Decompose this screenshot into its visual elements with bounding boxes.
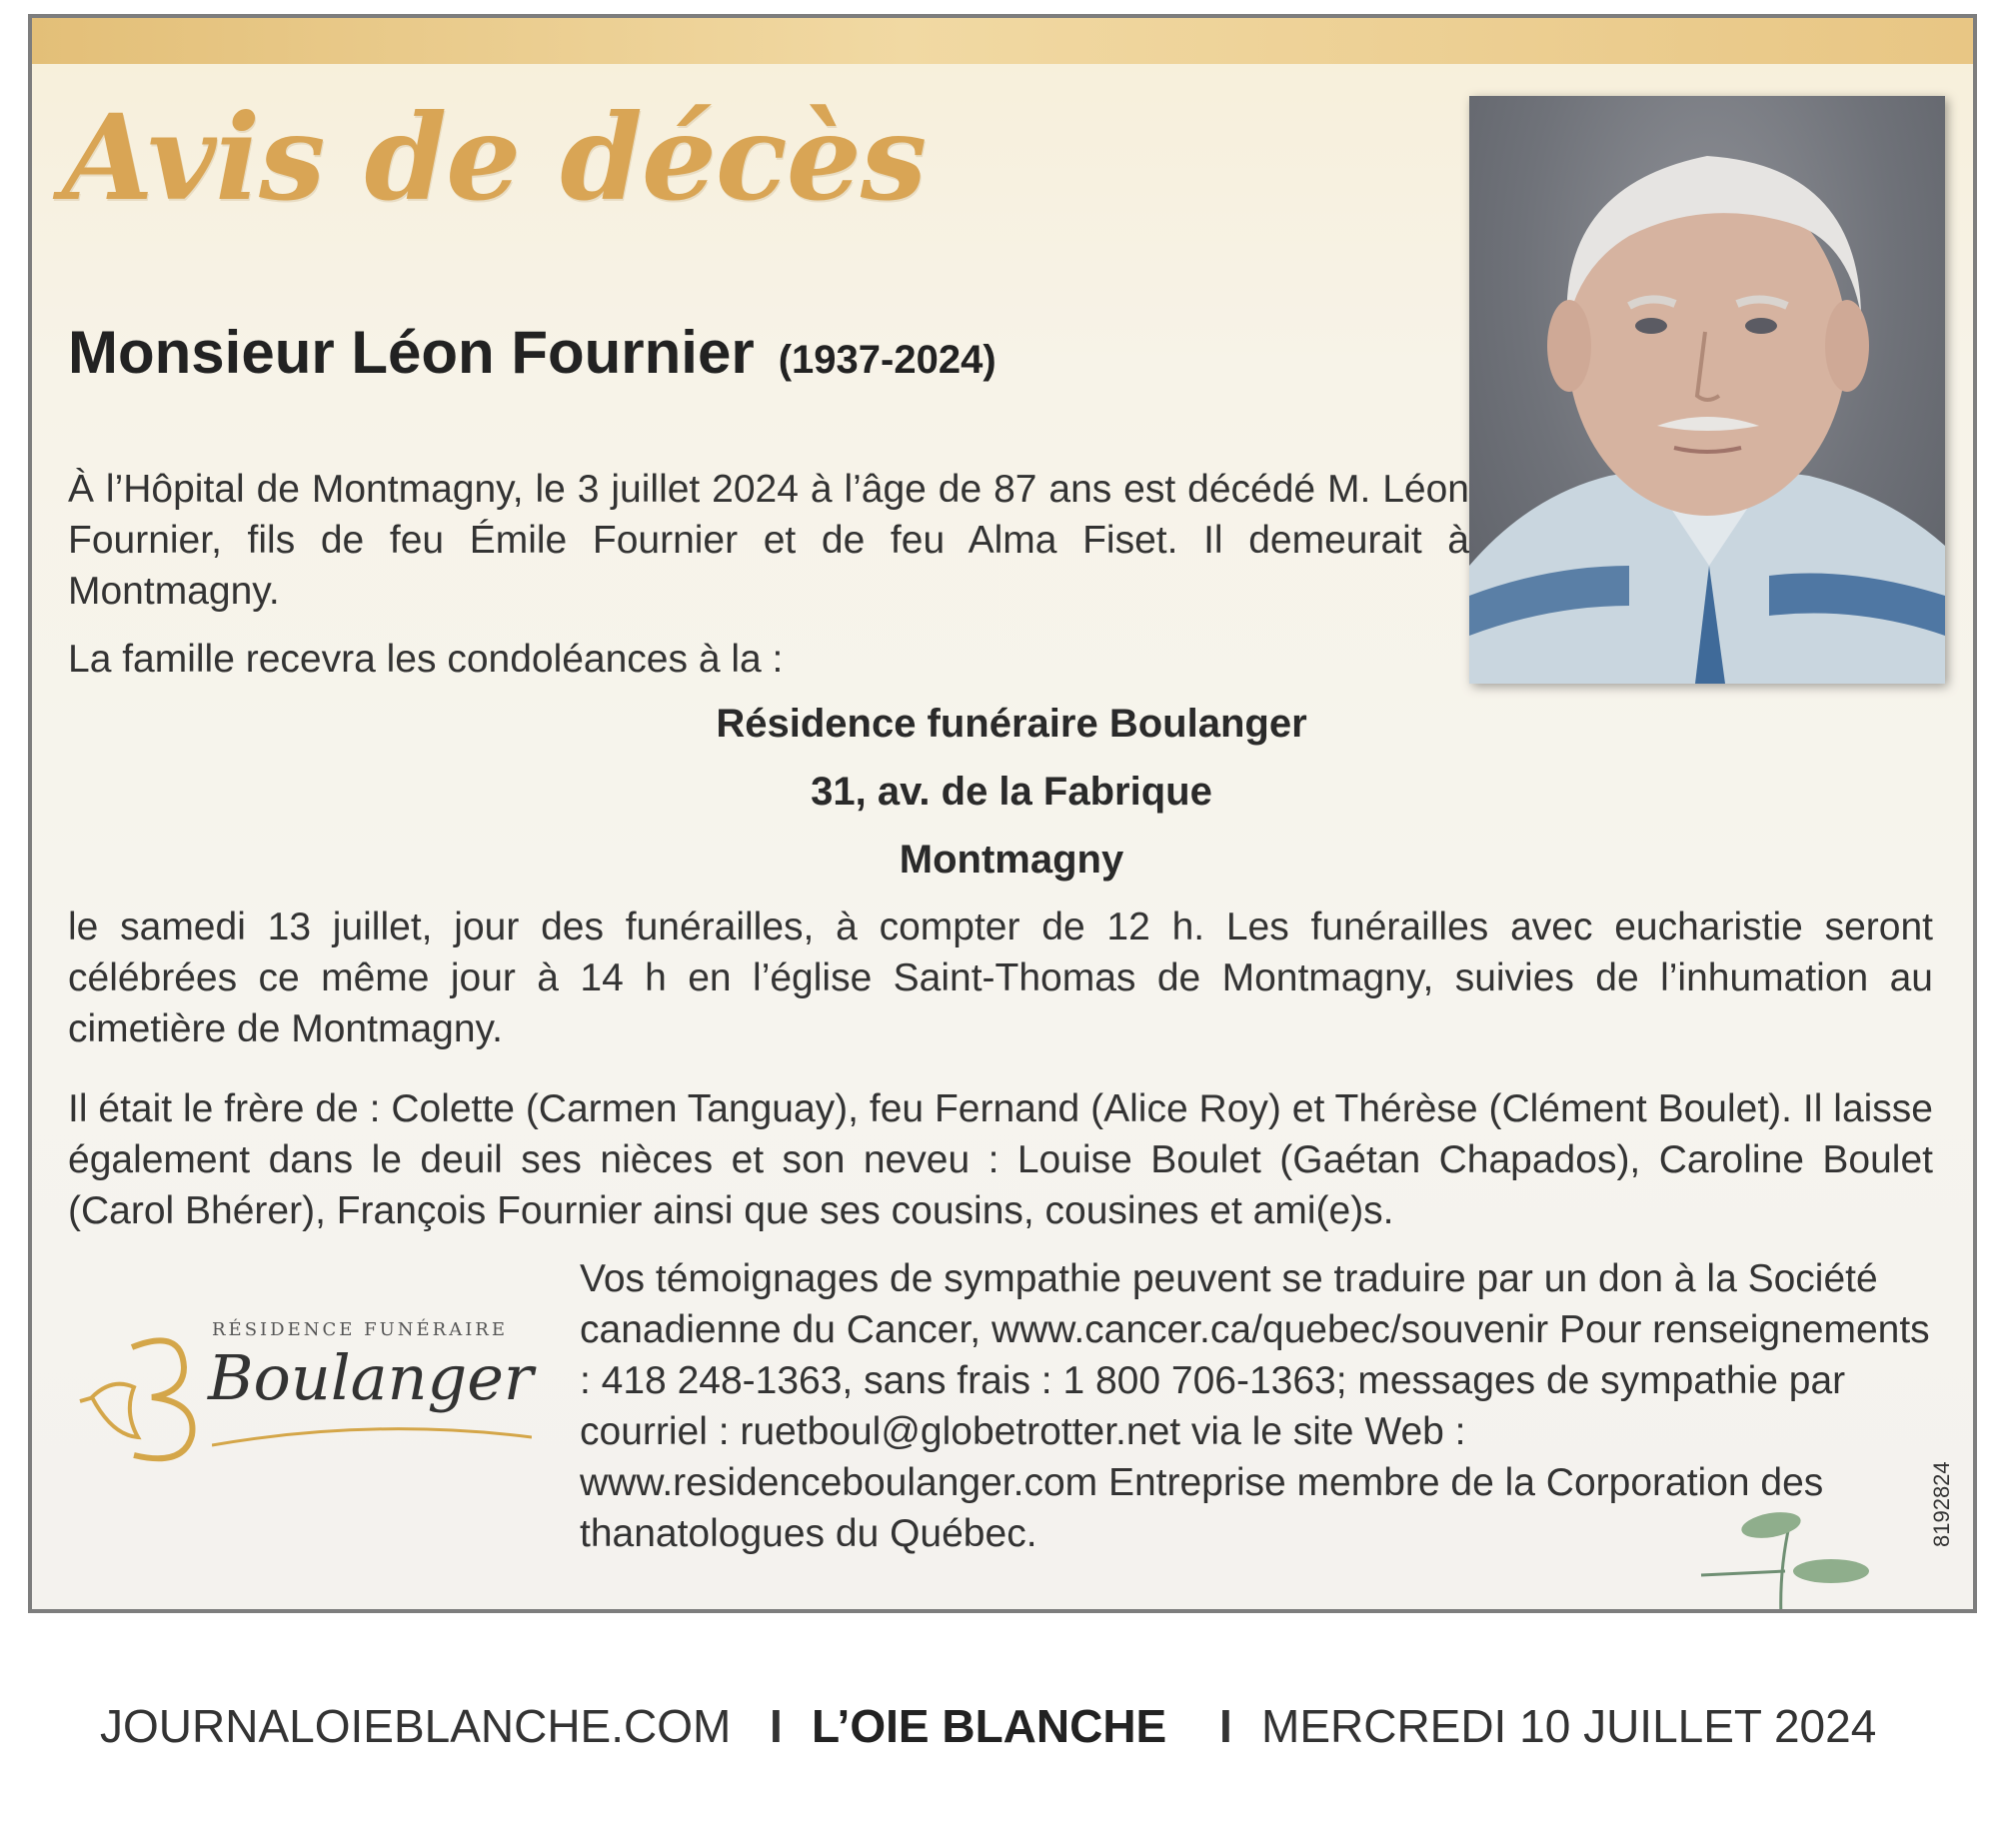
footer-date: MERCREDI 10 JUILLET 2024 xyxy=(1261,1700,1877,1752)
portrait-photo xyxy=(1469,96,1945,684)
leaf-decoration xyxy=(1681,1507,1881,1613)
funeral-details-paragraph: le samedi 13 juillet, jour des funérailles, à compter de 12 h. Les funérailles avec eucharistie seront célébrées ce même jour à 14 h en l’église Saint-Thomas de Montmagny, suivies de l’inhumation au cimetière de Montmagny. xyxy=(68,906,1933,1050)
footer-separator: I xyxy=(770,1700,783,1752)
notice-title: Avis de décès xyxy=(62,88,927,227)
footer-website: JOURNALOIEBLANCHE.COM xyxy=(100,1700,732,1752)
death-paragraph: À l’Hôpital de Montmagny, le 3 juillet 2024 à l’âge de 87 ans est décédé M. Léon Fournier, fils de feu Émile Fournier et de feu Alma Fiset. Il demeurait à Montmagny. xyxy=(68,468,1469,613)
newspaper-footer xyxy=(0,1699,1999,1759)
venue-city: Montmagny xyxy=(899,838,1124,882)
donation-contact-paragraph: Vos témoignages de sympathie peuvent se traduire par un don à la Société canadienne du Cancer, www.cancer.ca/quebec/souvenir Pour renseignements : 418 248-1363, sans frais : 1 800 706-1363; messages de sympathie par courriel : ruetboul@globetrotter.net via le site Web : www.residenceboulanger.com Entreprise membre de la Corporation des thanatologues du Québec. xyxy=(580,1257,1930,1555)
footer-separator: I xyxy=(1219,1700,1232,1752)
dove-b-icon xyxy=(72,1317,212,1467)
venue-address: 31, av. de la Fabrique xyxy=(811,770,1212,814)
venue-name: Résidence funéraire Boulanger xyxy=(716,702,1307,746)
life-years: (1937-2024) xyxy=(778,338,997,382)
ad-reference-number: 8192824 xyxy=(1929,1461,1954,1547)
deceased-name xyxy=(68,318,997,387)
logo-swoosh xyxy=(212,1423,532,1453)
deceased-fullname: Monsieur Léon Fournier xyxy=(68,319,755,386)
portrait-illustration xyxy=(1469,96,1945,684)
condolences-intro: La famille recevra les condoléances à la : xyxy=(68,638,784,681)
family-paragraph: Il était le frère de : Colette (Carmen Tanguay), feu Fernand (Alice Roy) et Thérèse (Clément Boulet). Il laisse également dans le deuil ses nièces et son neveu : Louise Boulet (Gaétan Chapados), Caroline Boulet (Carol Bhérer), François Fournier ainsi que ses cousins, cousines et ami(e)s. xyxy=(68,1087,1933,1232)
gold-banner xyxy=(32,18,1973,64)
funeral-home-logo xyxy=(72,1317,532,1467)
logo-tagline: RÉSIDENCE FUNÉRAIRE xyxy=(212,1319,508,1340)
death-notice xyxy=(28,14,1977,1613)
logo-wordmark: Boulanger xyxy=(208,1341,534,1414)
footer-newspaper-name: L’OIE BLANCHE xyxy=(812,1700,1167,1752)
